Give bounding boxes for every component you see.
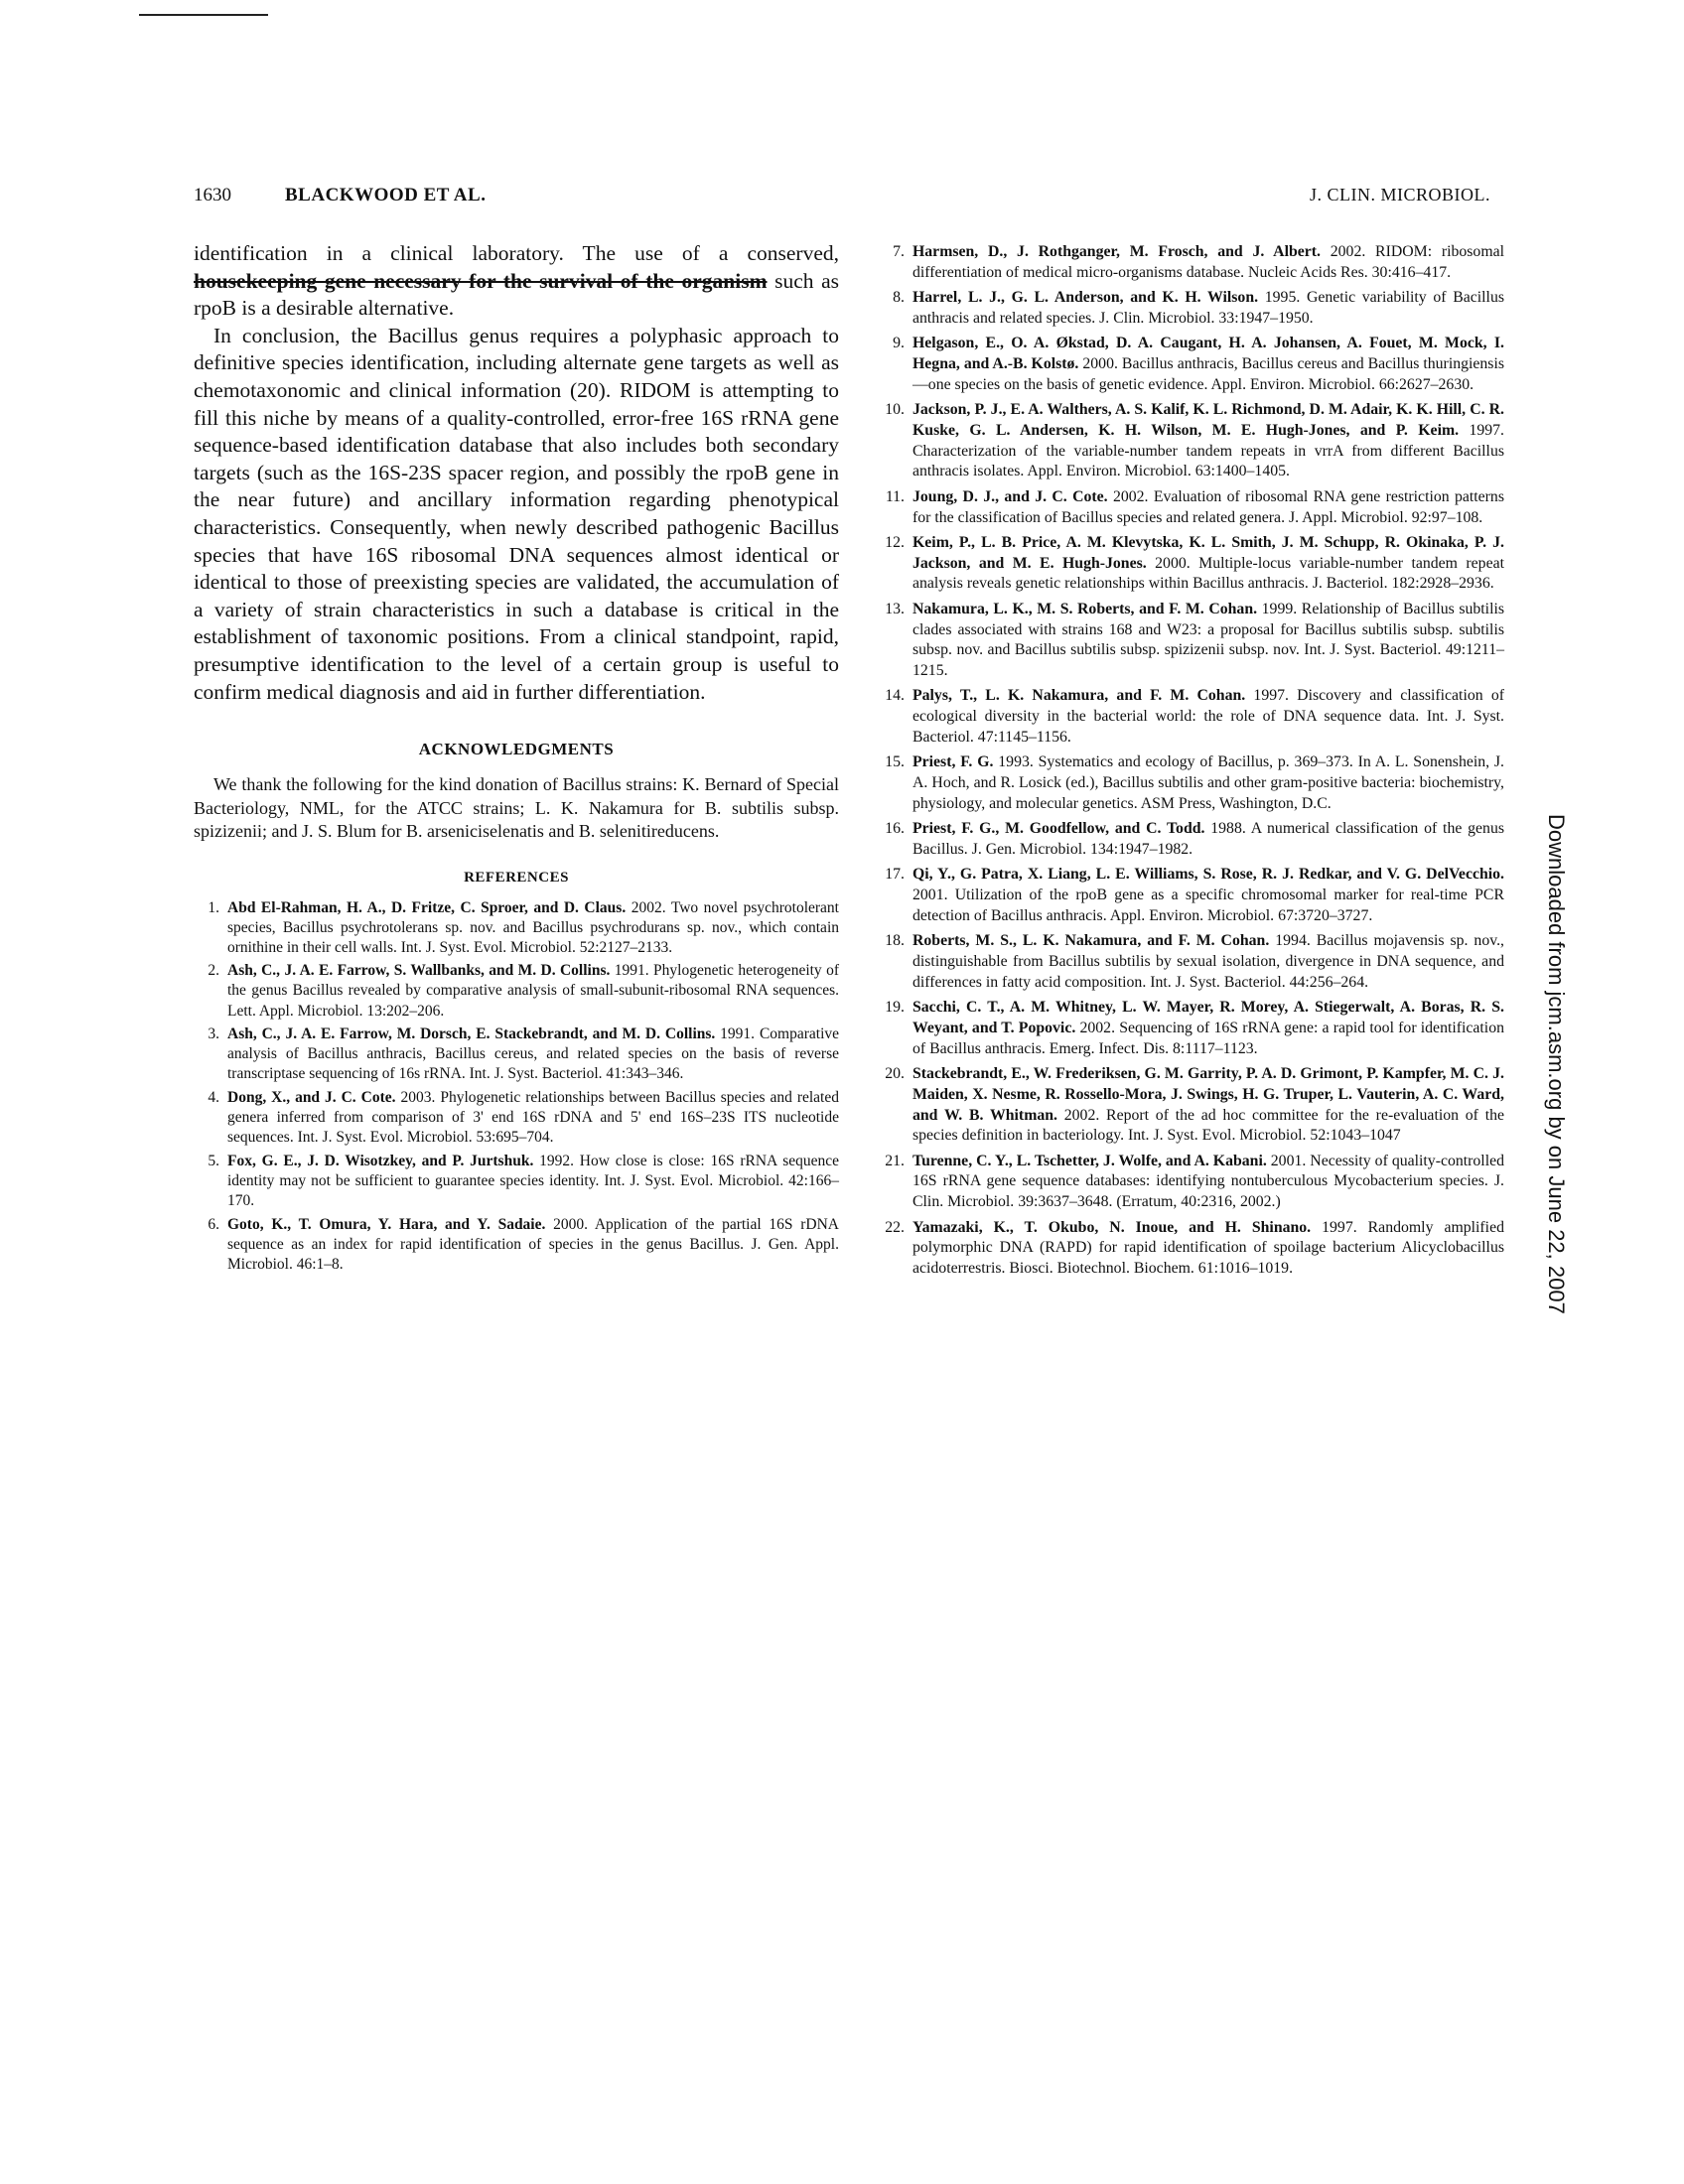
reference-authors: Dong, X., and J. C. Cote.	[227, 1088, 396, 1106]
reference-authors: Priest, F. G., M. Goodfellow, and C. Todd.	[912, 820, 1205, 838]
reference-citation: 2001. Necessity of quality-controlled 16S rRNA gene sequence databases: identifying nontuberculous Mycobacterium species. J. Clin. Microbiol. 39:3637–3648. (Erratum, 40:2316, 2002.)	[912, 1152, 1504, 1211]
reference-item	[879, 865, 1504, 926]
reference-authors: Abd El-Rahman, H. A., D. Fritze, C. Sproer, and D. Claus.	[227, 898, 627, 916]
reference-item	[879, 487, 1504, 529]
reference-authors: Fox, G. E., J. D. Wisotzkey, and P. Jurtshuk.	[227, 1152, 534, 1169]
page-number: 1630	[194, 185, 231, 205]
reference-number: 15.	[885, 753, 905, 771]
reference-citation: 2001. Utilization of the rpoB gene as a specific chromosomal marker for real-time PCR detection of Bacillus anthracis. Appl. Environ. Microbiol. 67:3720–3727.	[912, 887, 1504, 924]
reference-item	[194, 961, 839, 1021]
acknowledgments-text: We thank the following for the kind donation of Bacillus strains: K. Bernard of Special Bacteriology, NML, for the ATCC strains; L. K. Nakamura for B. subtilis subsp. spizizenii; and J. S. Blum for B. arseniciselenatis and B. selenitireducens.	[194, 774, 839, 842]
left-column	[194, 240, 839, 1278]
reference-item	[879, 1218, 1504, 1280]
reference-list-right	[879, 242, 1504, 1280]
reference-authors: Ash, C., J. A. E. Farrow, S. Wallbanks, and M. D. Collins.	[227, 962, 611, 980]
reference-citation: 2000. Bacillus anthracis, Bacillus cereus and Bacillus thuringiensis—one species on the basis of genetic evidence. Appl. Environ. Microbiol. 66:2627–2630.	[912, 354, 1504, 393]
reference-number: 19.	[885, 999, 905, 1017]
reference-citation: 1997. Characterization of the variable-number tandem repeats in vrrA from different Bacillus anthracis isolates. Appl. Environ. Microbiol. 63:1400–1405.	[912, 421, 1504, 480]
reference-number: 1.	[208, 898, 219, 916]
running-journal: J. CLIN. MICROBIOL.	[1309, 185, 1490, 205]
reference-item	[879, 242, 1504, 284]
reference-citation: 1991. Comparative analysis of Bacillus anthracis, Bacillus cereus, and related species on the basis of reverse transcriptase sequencing of 16s rRNA. Int. J. Syst. Bacteriol. 41:343–346.	[227, 1025, 840, 1083]
reference-number: 9.	[893, 335, 905, 352]
references-heading: REFERENCES	[464, 869, 569, 886]
reference-citation: 2002. RIDOM: ribosomal differentiation of medical micro-organisms database. Nucleic Acids Res. 30:416–417.	[912, 243, 1505, 281]
paragraph-1-start: identification in a clinical laboratory. The use of a conserved,	[194, 241, 839, 265]
reference-citation: 1988. A numerical classification of the genus Bacillus. J. Gen. Microbiol. 134:1947–1982.	[912, 820, 1504, 859]
reference-item	[879, 533, 1504, 595]
reference-authors: Yamazaki, K., T. Okubo, N. Inoue, and H. Shinano.	[912, 1218, 1312, 1236]
reference-item	[879, 819, 1504, 861]
reference-number: 5.	[208, 1152, 219, 1169]
paragraph-1-end: such as rpoB is a desirable alternative.	[194, 268, 839, 321]
reference-citation: 1997. Randomly amplified polymorphic DNA (RAPD) for rapid identification of spoilage bacterium Alicyclobacillus acidoterrestris. Biosci. Biotechnol. Biochem. 61:1016–1019.	[912, 1218, 1504, 1278]
reference-number: 17.	[885, 866, 905, 884]
reference-authors: Roberts, M. S., L. K. Nakamura, and F. M. Cohan.	[912, 932, 1270, 950]
reference-number: 16.	[885, 820, 905, 838]
reference-number: 20.	[885, 1064, 905, 1082]
top-rule	[139, 14, 268, 16]
reference-citation: 2000. Application of the partial 16S rDNA sequence as an index for rapid identification of species in the genus Bacillus. J. Gen. Appl. Microbiol. 46:1–8.	[227, 1215, 839, 1273]
download-stamp: Downloaded from jcm.asm.org by on June 22, 2007	[1544, 814, 1569, 1314]
reference-citation: 2002. Evaluation of ribosomal RNA gene restriction patterns for the classification of Bacillus species and related genera. J. Appl. Microbiol. 92:97–108.	[912, 487, 1504, 526]
reference-item	[194, 1152, 839, 1211]
right-column	[879, 242, 1504, 1284]
reference-number: 21.	[885, 1152, 905, 1169]
reference-number: 18.	[885, 932, 905, 950]
reference-citation: 1999. Relationship of Bacillus subtilis clades associated with strains 168 and W23: a proposal for Bacillus subtilis subsp. subtilis subsp. nov. and Bacillus subtilis subsp. spizizenii subsp. nov. Int. J. Syst. Bacteriol. 49:1211–1215.	[912, 600, 1504, 680]
reference-item	[879, 1064, 1504, 1147]
reference-item	[879, 334, 1504, 395]
reference-citation: 1992. How close is close: 16S rRNA sequence identity may not be sufficient to guarantee species identity. Int. J. Syst. Evol. Microbiol. 42:166–170.	[227, 1152, 839, 1209]
reference-item	[879, 686, 1504, 748]
reference-citation: 2002. Two novel psychrotolerant species, Bacillus psychrotolerans sp. nov. and Bacillus psychrodurans sp. nov., which contain ornithine in their cell walls. Int. J. Syst. Evol. Microbiol. 52:2127–2133.	[227, 898, 839, 956]
reference-authors: Keim, P., L. B. Price, A. M. Klevytska, K. L. Smith, J. M. Schupp, R. Okinaka, P. J. Jackson, and M. E. Hugh-Jones.	[912, 533, 1504, 572]
reference-authors: Joung, D. J., and J. C. Cote.	[912, 487, 1108, 505]
reference-authors: Qi, Y., G. Patra, X. Liang, L. E. Williams, S. Rose, R. J. Redkar, and V. G. DelVecchio.	[912, 866, 1504, 884]
reference-authors: Nakamura, L. K., M. S. Roberts, and F. M. Cohan.	[912, 600, 1258, 617]
reference-authors: Priest, F. G.	[912, 753, 994, 771]
reference-number: 2.	[208, 962, 219, 980]
reference-item	[194, 898, 839, 958]
reference-item	[879, 400, 1504, 482]
reference-citation: 2000. Multiple-locus variable-number tandem repeat analysis reveals genetic relationships within Bacillus anthracis. J. Bacteriol. 182:2928–2936.	[912, 554, 1504, 593]
reference-item	[879, 288, 1504, 330]
reference-authors: Stackebrandt, E., W. Frederiksen, G. M. Garrity, P. A. D. Grimont, P. Kampfer, M. C. J. Maiden, X. Nesme, R. Rossello-Mora, J. Swings, H. G. Truper, L. Vauterin, A. C. Ward, and W. B. Whitman.	[912, 1064, 1504, 1124]
reference-item	[879, 1152, 1504, 1213]
reference-citation: 1995. Genetic variability of Bacillus anthracis and related species. J. Clin. Microbiol. 33:1947–1950.	[912, 289, 1504, 327]
reference-citation: 1993. Systematics and ecology of Bacillus, p. 369–373. In A. L. Sonenshein, J. A. Hoch, and R. Losick (ed.), Bacillus subtilis and other gram-positive bacteria: biochemistry, physiology, and molecular genetics. ASM Press, Washington, D.C.	[912, 753, 1505, 812]
reference-number: 6.	[208, 1215, 219, 1233]
reference-number: 10.	[885, 401, 905, 419]
reference-authors: Harmsen, D., J. Rothganger, M. Frosch, and J. Albert.	[912, 243, 1321, 260]
reference-citation: 2002. Report of the ad hoc committee for the re-evaluation of the species definition in bacteriology. Int. J. Syst. Evol. Microbiol. 52:1043–1047	[912, 1106, 1504, 1145]
reference-authors: Goto, K., T. Omura, Y. Hara, and Y. Sadaie.	[227, 1215, 546, 1233]
reference-citation: 1994. Bacillus mojavensis sp. nov., distinguishable from Bacillus subtilis by sexual isolation, divergence in DNA sequence, and differences in fatty acid composition. Int. J. Syst. Bacteriol. 44:256–264.	[912, 932, 1505, 991]
paragraph-1	[194, 240, 839, 323]
reference-number: 3.	[208, 1025, 219, 1043]
reference-item	[194, 1215, 839, 1275]
struck-text: housekeeping gene necessary for the survival of the organism	[194, 268, 768, 293]
reference-authors: Ash, C., J. A. E. Farrow, M. Dorsch, E. Stackebrandt, and M. D. Collins.	[227, 1025, 716, 1043]
reference-item	[879, 752, 1504, 814]
reference-item	[879, 600, 1504, 682]
reference-number: 12.	[885, 533, 905, 551]
reference-authors: Palys, T., L. K. Nakamura, and F. M. Cohan.	[912, 687, 1246, 705]
reference-citation: 1997. Discovery and classification of ecological diversity in the bacterial world: the role of DNA sequence data. Int. J. Syst. Bacteriol. 47:1145–1156.	[912, 687, 1504, 747]
running-author: BLACKWOOD ET AL.	[285, 185, 487, 205]
reference-citation: 1991. Phylogenetic heterogeneity of the genus Bacillus revealed by comparative analysis of small-subunit-ribosomal RNA sequences. Lett. Appl. Microbiol. 13:202–206.	[227, 962, 839, 1020]
reference-number: 22.	[885, 1218, 905, 1236]
reference-authors: Turenne, C. Y., L. Tschetter, J. Wolfe, and A. Kabani.	[912, 1152, 1267, 1169]
reference-item	[879, 998, 1504, 1059]
reference-number: 7.	[893, 243, 905, 260]
reference-authors: Harrel, L. J., G. L. Anderson, and K. H. Wilson.	[912, 289, 1259, 307]
reference-number: 4.	[208, 1088, 219, 1106]
reference-number: 13.	[885, 600, 905, 617]
running-head	[194, 185, 1490, 214]
reference-number: 14.	[885, 687, 905, 705]
paragraph-2: In conclusion, the Bacillus genus requires a polyphasic approach to definitive species identification, including alternate gene targets as well as chemotaxonomic and clinical information (20). RIDOM is attempting to fill this niche by means of a quality-controlled, error-free 16S rRNA gene sequence-based identification database that also includes both secondary targets (such as the 16S-23S spacer region, and possibly the rpoB gene in the near future) and ancillary information regarding phenotypical characteristics. Consequently, when newly described pathogenic Bacillus species that have 16S ribosomal DNA sequences almost identical or identical to those of preexisting species are validated, the accumulation of a variety of strain characteristics in such a database is critical in the establishment of taxonomic positions. From a clinical standpoint, rapid, presumptive identification to the level of a certain group is useful to confirm medical diagnosis and aid in further differentiation.	[194, 323, 839, 704]
reference-authors: Helgason, E., O. A. Økstad, D. A. Caugant, H. A. Johansen, A. Fouet, M. Mock, I. Hegna, and A.-B. Kolstø.	[912, 335, 1504, 372]
reference-list-left	[194, 898, 839, 1275]
reference-item	[194, 1024, 839, 1084]
reference-number: 8.	[893, 289, 905, 307]
reference-authors: Sacchi, C. T., A. M. Whitney, L. W. Mayer, R. Morey, A. Stiegerwalt, A. Boras, R. S. Weyant, and T. Popovic.	[912, 999, 1504, 1036]
reference-item	[879, 931, 1504, 993]
reference-authors: Jackson, P. J., E. A. Walthers, A. S. Kalif, K. L. Richmond, D. M. Adair, K. K. Hill, C. R. Kuske, G. L. Andersen, K. H. Wilson, M. E. Hugh-Jones, and P. Keim.	[912, 401, 1504, 439]
reference-item	[194, 1088, 839, 1148]
reference-citation: 2003. Phylogenetic relationships between Bacillus species and related genera inferred from comparison of 3' end 16S rDNA and 5' end 16S–23S ITS nucleotide sequences. Int. J. Syst. Evol. Microbiol. 53:695–704.	[227, 1088, 839, 1147]
acknowledgments-heading: ACKNOWLEDGMENTS	[418, 740, 615, 759]
reference-citation: 2002. Sequencing of 16S rRNA gene: a rapid tool for identification of Bacillus anthracis. Emerg. Infect. Dis. 8:1117–1123.	[912, 1019, 1504, 1057]
reference-number: 11.	[885, 487, 905, 505]
